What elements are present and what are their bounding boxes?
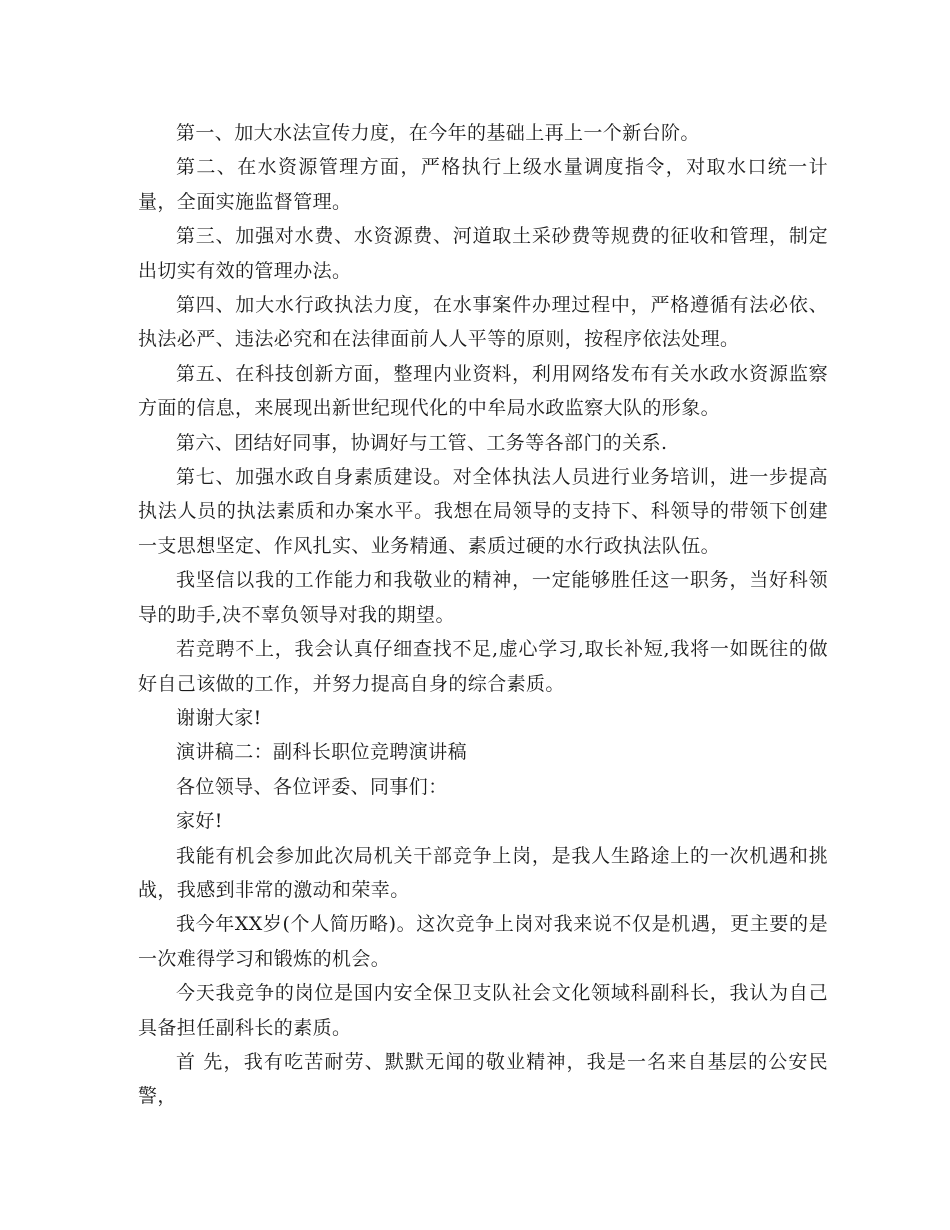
paragraph-5: 第五、在科技创新方面，整理内业资料，利用网络发布有关水政水资源监察方面的信息，来展现出新世纪现代化的中牟局水政监察大队的形象。 xyxy=(138,362,828,420)
paragraph-6: 第六、团结好同事，协调好与工管、工务等各部门的关系. xyxy=(176,431,668,454)
salutation: 各位领导、各位评委、同事们： xyxy=(176,775,448,798)
paragraph-16: 今天我竞争的岗位是国内安全保卫支队社会文化领域科副科长，我认为自己具备担任副科长的素质。 xyxy=(138,982,828,1039)
paragraph-17: 首 先，我有吃苦耐劳、默默无闻的敬业精神，我是一名来自基层的公安民警， xyxy=(138,1050,828,1108)
paragraph-2: 第二、在水资源管理方面，严格执行上级水量调度指令，对取水口统一计量，全面实施监督管理。 xyxy=(138,156,828,213)
paragraph-1: 第一、加大水法宣传力度，在今年的基础上再上一个新台阶。 xyxy=(176,122,700,144)
document-body xyxy=(138,116,828,1114)
paragraph-10: 谢谢大家! xyxy=(176,706,262,729)
paragraph-14: 我能有机会参加此次局机关干部竞争上岗，是我人生路途上的一次机遇和挑战，我感到非常的激动和荣幸。 xyxy=(138,844,828,901)
paragraph-9: 若竞聘不上，我会认真仔细查找不足,虚心学习,取长补短,我将一如既往的做好自己该做的工作，并努力提高自身的综合素质。 xyxy=(138,638,828,695)
paragraph-7: 第七、加强水政自身素质建设。对全体执法人员进行业务培训，进一步提高执法人员的执法素质和办案水平。我想在局领导的支持下、科领导的带领下创建一支思想坚定、作风扎实、业务精通、素质过硬的水行政执法队伍。 xyxy=(138,466,828,557)
paragraph-15: 我今年XX岁(个人简历略)。这次竞争上岗对我来说不仅是机遇，更主要的是一次难得学习和锻炼的机会。 xyxy=(138,913,828,970)
section-heading: 演讲稿二：副科长职位竞聘演讲稿 xyxy=(176,741,468,764)
greeting: 家好! xyxy=(176,810,223,833)
paragraph-8: 我坚信以我的工作能力和我敬业的精神，一定能够胜任这一职务，当好科领导的助手,决不辜负领导对我的期望。 xyxy=(138,569,828,626)
paragraph-3: 第三、加强对水费、水资源费、河道取土采砂费等规费的征收和管理，制定出切实有效的管理办法。 xyxy=(138,225,828,282)
paragraph-4: 第四、加大水行政执法力度，在水事案件办理过程中，严格遵循有法必依、执法必严、违法必究和在法律面前人人平等的原则，按程序依法处理。 xyxy=(138,294,828,351)
